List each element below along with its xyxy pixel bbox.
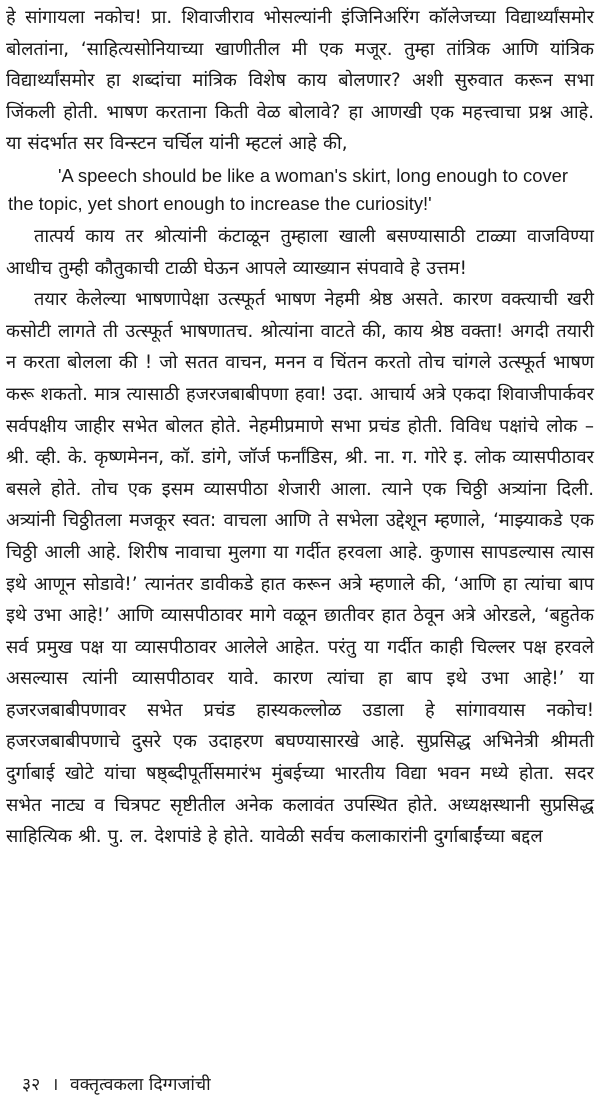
paragraph-spontaneous-speech: तयार केलेल्या भाषणापेक्षा उत्स्फूर्त भाषण नेहमी श्रेष्ठ असते. कारण वक्त्याची खरी कसोटी लागते ती उत्स्फूर्त भाषणातच. श्रोत्यांना वाटते की, काय श्रेष्ठ वक्ता! अगदी तयारी न करता बोलला की ! जो सतत वाचन, मनन व चिंतन करतो तोच चांगले उत्स्फूर्त भाषण करू शकतो. मात्र त्यासाठी हजरजबाबीपणा हवा! उदा. आचार्य अत्रे एकदा शिवाजीपार्कवर सर्वपक्षीय जाहीर सभेत बोलत होते. नेहमीप्रमाणे सभा प्रचंड होती. विविध पक्षांचे लोक – श्री. व्ही. के. कृष्णमेनन, कॉ. डांगे, जॉर्ज फर्नांडिस, श्री. ना. ग. गोरे इ. लोक व्यासपीठावर बसले होते. तोच एक इसम व्यासपीठा शेजारी आला. त्याने एक चिठ्ठी अत्र्यांना दिली. अत्र्यांनी चिठ्ठीतला मजकूर स्वत: वाचला आणि ते सभेला उद्देशून म्हणाले, ‘माझ्याकडे एक चिठ्ठी आली आहे. शिरीष नावाचा मुलगा या गर्दीत हरवला आहे. कुणास सापडल्यास त्यास इथे आणून सोडावे!’ त्यानंतर डावीकडे हात करून अत्रे म्हणाले की, ‘आणि हा त्यांचा बाप इथे उभा आहे!’ आणि व्यासपीठावर मागे वळून छातीवर हात ठेवून अत्रे ओरडले, ‘बहुतेक सर्व प्रमुख पक्ष या व्यासपीठावर आलेले आहेत. परंतु या गर्दीत काही चिल्लर पक्ष हरवले असल्यास त्यांनी व्यासपीठावर यावे. कारण त्यांचा हा बाप इथे उभा आहे!’ या हजरजबाबीपणावर सभेत प्रचंड हास्यकल्लोळ उडाला हे सांगावयास नकोच! हजरजबाबीपणाचे दुसरे एक उदाहरण बघण्यासारखे आहे. सुप्रसिद्ध अभिनेत्री श्रीमती दुर्गाबाई खोटे यांचा षष्ठ्ब्दीपूर्तीसमारंभ मुंबईच्या भारतीय विद्या भवन मध्ये होता. सदर सभेत नाट्य व चित्रपट सृष्टीतील अनेक कलावंत उपस्थित होते. अध्यक्षस्थानी सुप्रसिद्ध साहित्यिक श्री. पु. ल. देशपांडे हे होते. यावेळी सर्वच कलाकारांनी दुर्गाबाईंच्या बद्दल (6, 289, 594, 848)
paragraph-conclusion: तात्पर्य काय तर श्रोत्यांनी कंटाळून तुम्हाला खाली बसण्यासाठी टाळ्या वाजविण्या आधीच तुम्ही कौतुकाची टाळी घेऊन आपले व्याख्यान संपवावे हे उत्तम! (6, 225, 594, 279)
paragraph-intro: हे सांगायला नकोच! प्रा. शिवाजीराव भोसल्यांनी इंजिनिअरिंग कॉलेजच्या विद्यार्थ्यांसमोर बोलतांना, ‘साहित्यसोनियाच्या खाणीतील मी एक मजूर. तुम्हा तांत्रिक आणि यांत्रिक विद्यार्थ्यांसमोर हा शब्दांचा मांत्रिक विशेष काय बोलणार? अशी सुरुवात करून सभा जिंकली होती. भाषण करताना किती वेळ बोलावे? हा आणखी एक महत्त्वाचा प्रश्न आहे. या संदर्भात सर विन्स्टन चर्चिल यांनी म्हटलं आहे की, (6, 7, 594, 155)
book-page (6, 2, 594, 1112)
churchill-quote (6, 160, 594, 221)
book-title: वक्तृत्वकला दिग्गजांची (70, 1075, 211, 1095)
page-number: ३२ (22, 1075, 41, 1095)
footer-separator: । (51, 1075, 59, 1095)
quote-line-1: 'A speech should be like a woman's skirt, long enough to cover (58, 164, 568, 186)
page-footer (22, 1072, 211, 1098)
quote-line-2: the topic, yet short enough to increase the curiosity!' (8, 192, 432, 214)
